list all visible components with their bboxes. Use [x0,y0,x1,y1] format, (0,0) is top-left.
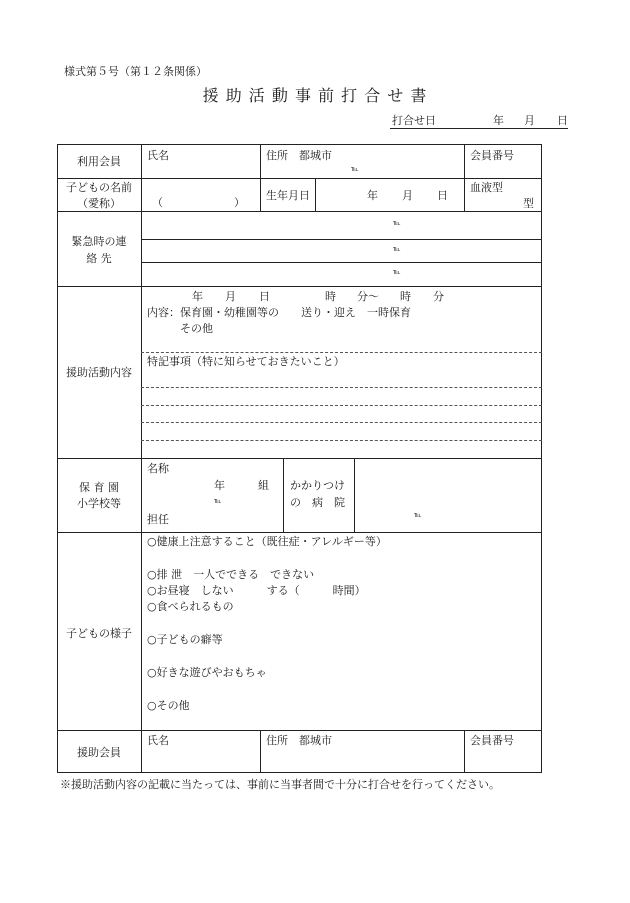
member-address-label: 住所 都城市 [266,149,332,162]
helper-address-label: 住所 都城市 [266,734,332,747]
school-year-label: 年 [214,479,225,492]
child-name-label: 子どもの名前 [66,181,132,194]
activity-hour-label: 時 [325,290,336,303]
row-divider [57,211,542,212]
meeting-year-label: 年 [493,114,504,127]
member-row-label: 利用会員 [77,155,121,168]
school-name-label: 名称 [147,462,169,475]
member-name-label: 氏名 [147,149,169,162]
emergency-label-line1: 緊急時の連 [71,235,127,248]
page-title: 援 助 活 動 事 前 打 合 せ 書 [202,86,428,105]
school-class-label: 組 [258,479,269,492]
blood-type-label: 血液型 [470,181,503,194]
dashed-divider [141,405,542,406]
activity-year-label: 年 [192,290,203,303]
col-divider [260,178,261,211]
activity-minute-from-label: 分～ [357,290,379,303]
meeting-month-label: 月 [524,114,535,127]
member-number-label: 会員番号 [470,149,514,162]
col-divider [354,458,355,532]
nickname-open-paren: （ [152,196,163,209]
condition-label: 子どもの様子 [66,627,132,640]
col-divider [283,458,284,532]
child-nickname-label: （愛称） [77,197,121,210]
row-divider [57,730,542,731]
row-divider [57,458,542,459]
birth-year-label: 年 [367,189,378,202]
emergency-label-line2: 絡 先 [86,252,112,265]
form-number: 様式第５号（第１２条関係） [64,65,207,78]
activity-other: その他 [180,322,213,335]
activity-day-label: 日 [259,290,270,303]
school-tel-label: ℡ [214,497,222,505]
dashed-divider [141,422,542,423]
col-divider [464,144,465,178]
col-divider [315,178,316,211]
condition-nap: ○お昼寝 しない する（ 時間） [147,584,366,597]
footer-note: ※援助活動内容の記載に当たっては、事前に当事者間で十分に打合せを行ってください。 [60,778,500,791]
birthdate-label: 生年月日 [266,189,310,202]
helper-number-label: 会員番号 [470,734,514,747]
hospital-label-line2: の 病 院 [290,496,345,509]
row-divider [141,239,542,240]
activity-content-line: 内容：保育園・幼稚園等の 送り・迎え 一時保育 [147,306,411,319]
row-divider [141,262,542,263]
condition-habit: ○子どもの癖等 [147,633,223,646]
school-label-line1: 保 育 園 [79,481,119,494]
emergency-tel-3: ℡ [393,268,401,276]
activity-minute2-label: 分 [433,290,444,303]
dashed-divider [141,387,542,388]
birth-day-label: 日 [437,189,448,202]
helper-name-label: 氏名 [147,734,169,747]
col-divider [260,730,261,773]
birth-month-label: 月 [402,189,413,202]
condition-toilet: ○排 泄 一人でできる できない [147,568,315,581]
blood-type-suffix: 型 [523,197,534,210]
school-teacher-label: 担任 [147,513,169,526]
condition-play: ○好きな遊びやおもちゃ [147,666,267,679]
school-label-line2: 小学校等 [77,497,121,510]
row-divider [57,532,542,533]
dashed-divider [141,440,542,441]
emergency-tel-2: ℡ [393,245,401,253]
helper-row-label: 援助会員 [77,746,121,759]
member-tel-label: ℡ [351,165,359,173]
meeting-date-underline [390,128,568,129]
meeting-date-label: 打合せ日 [392,114,436,127]
hospital-label-line1: かかりつけ [290,479,345,492]
activity-label: 援助活動内容 [66,366,132,379]
col-divider [464,178,465,211]
dashed-divider [141,352,542,353]
condition-health: ○健康上注意すること（既往症・アレルギー等） [147,535,387,548]
hospital-tel-label: ℡ [414,511,422,519]
emergency-tel-1: ℡ [393,219,401,227]
col-divider [464,730,465,773]
meeting-day-label: 日 [557,114,568,127]
row-divider [57,178,542,179]
condition-other: ○その他 [147,699,190,712]
nickname-close-paren: ） [234,196,245,209]
row-divider [57,286,542,287]
activity-month-label: 月 [225,290,236,303]
activity-hour2-label: 時 [400,290,411,303]
special-notes-label: 特記事項（特に知らせておきたいこと） [147,355,345,368]
condition-food: ○食べられるもの [147,600,234,613]
col-divider [260,144,261,178]
